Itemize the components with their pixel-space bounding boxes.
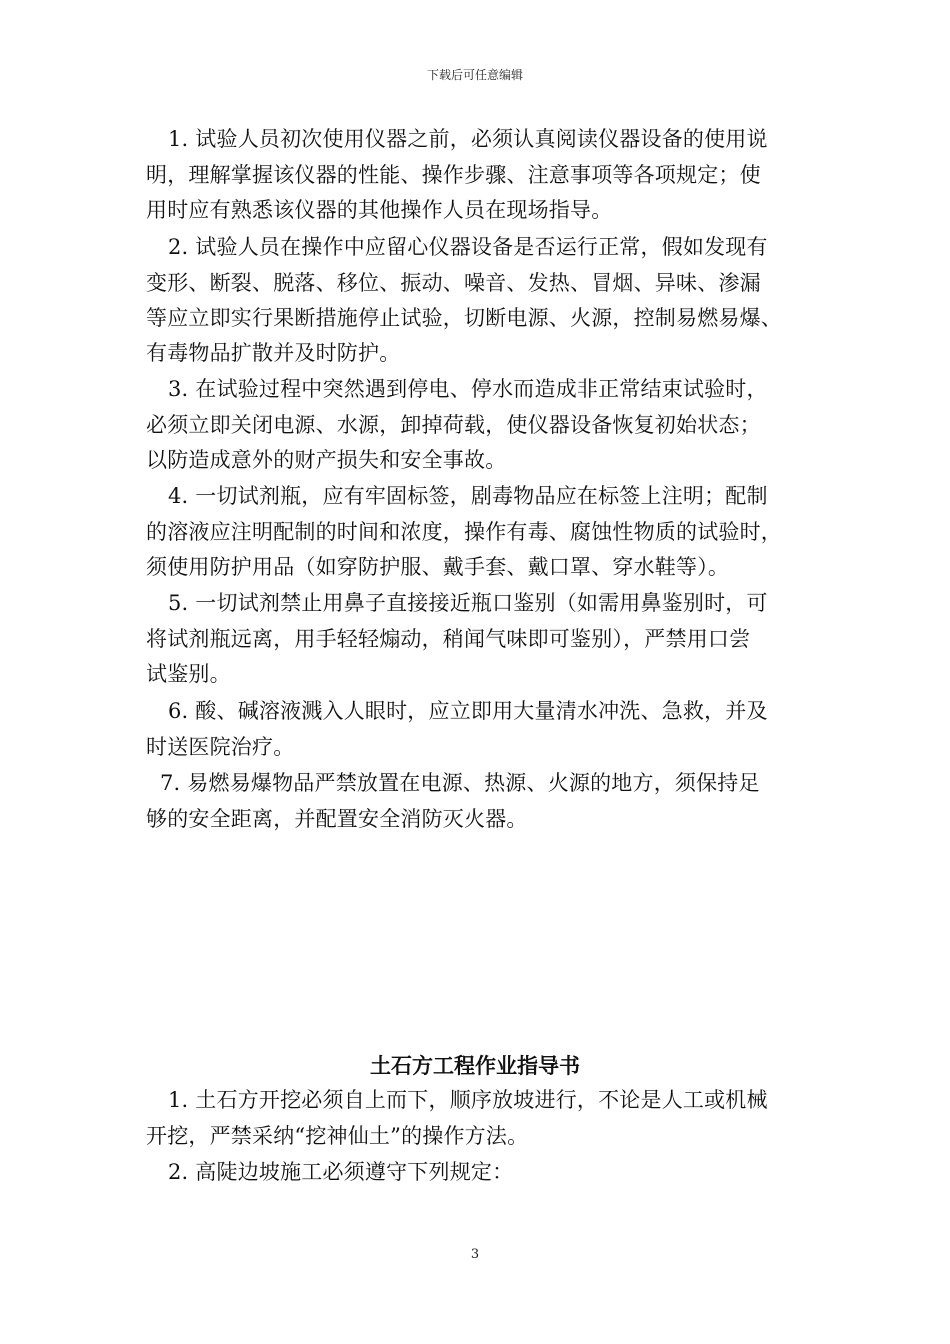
para-4-line-1: 4. 一切试剂瓶，应有牢固标签，剧毒物品应在标签上注明；配制 bbox=[168, 484, 768, 508]
para-2-line-1: 2. 试验人员在操作中应留心仪器设备是否运行正常，假如发现有 bbox=[168, 235, 768, 259]
para-5-line-3: 试鉴别。 bbox=[146, 662, 231, 686]
section-title: 土石方工程作业指导书 bbox=[370, 1053, 580, 1078]
para-7-line-2: 够的安全距离，并配置安全消防灭火器。 bbox=[146, 807, 528, 831]
section2-para-2-line-1: 2. 高陡边坡施工必须遵守下列规定： bbox=[168, 1160, 514, 1184]
para-2-line-4: 有毒物品扩散并及时防护。 bbox=[146, 341, 401, 365]
para-7-line-1: 7. 易燃易爆物品严禁放置在电源、热源、火源的地方，须保持足 bbox=[160, 771, 760, 795]
section2-para-1-line-2: 开挖，严禁采纳“挖神仙土”的操作方法。 bbox=[146, 1124, 529, 1148]
para-4-line-3: 须使用防护用品（如穿防护服、戴手套、戴口罩、穿水鞋等）。 bbox=[146, 555, 730, 579]
para-2-line-2: 变形、断裂、脱落、移位、振动、噪音、发热、冒烟、异味、渗漏 bbox=[146, 271, 761, 295]
page-number: 3 bbox=[470, 1247, 480, 1262]
para-4-line-2: 的溶液应注明配制的时间和浓度，操作有毒、腐蚀性物质的试验时， bbox=[146, 520, 782, 544]
para-3-line-1: 3. 在试验过程中突然遇到停电、停水而造成非正常结束试验时， bbox=[168, 377, 768, 401]
page-header: 下载后可任意编辑 bbox=[426, 68, 523, 82]
para-3-line-3: 以防造成意外的财产损失和安全事故。 bbox=[146, 448, 507, 472]
para-6-line-2: 时送医院治疗。 bbox=[146, 735, 295, 759]
para-6-line-1: 6. 酸、碱溶液溅入人眼时，应立即用大量清水冲洗、急救，并及 bbox=[168, 699, 768, 723]
para-3-line-2: 必须立即关闭电源、水源，卸掉荷载，使仪器设备恢复初始状态； bbox=[146, 413, 761, 437]
para-1-line-3: 用时应有熟悉该仪器的其他操作人员在现场指导。 bbox=[146, 198, 613, 222]
para-5-line-2: 将试剂瓶远离，用手轻轻煽动，稍闻气味即可鉴别），严禁用口尝 bbox=[146, 627, 751, 651]
para-2-line-3: 等应立即实行果断措施停止试验，切断电源、火源，控制易燃易爆、 bbox=[146, 306, 782, 330]
para-5-line-1: 5. 一切试剂禁止用鼻子直接接近瓶口鉴别（如需用鼻鉴别时，可 bbox=[168, 591, 768, 615]
section2-para-1-line-1: 1. 土石方开挖必须自上而下，顺序放坡进行，不论是人工或机械 bbox=[168, 1088, 768, 1112]
para-1-line-1: 1. 试验人员初次使用仪器之前，必须认真阅读仪器设备的使用说 bbox=[168, 127, 768, 151]
para-1-line-2: 明，理解掌握该仪器的性能、操作步骤、注意事项等各项规定；使 bbox=[146, 163, 761, 187]
